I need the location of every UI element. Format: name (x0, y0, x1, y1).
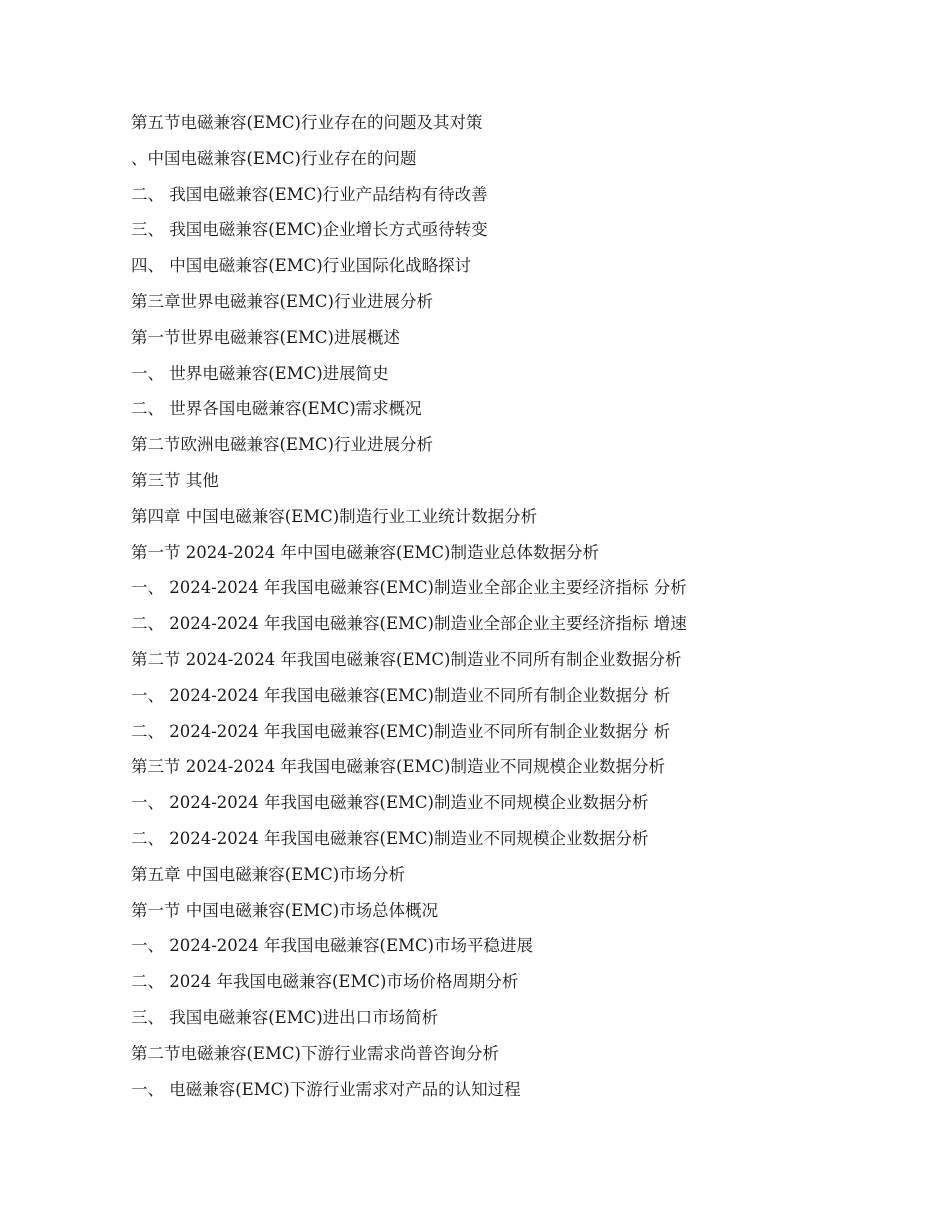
toc-line: 、中国电磁兼容(EMC)行业存在的问题 (131, 148, 417, 168)
toc-line: 第一节世界电磁兼容(EMC)进展概述 (131, 327, 400, 347)
toc-line: 第五节电磁兼容(EMC)行业存在的问题及其对策 (131, 113, 483, 132)
toc-line: 二、 2024-2024 年我国电磁兼容(EMC)制造业全部企业主要经济指标 增速 (131, 614, 687, 634)
toc-line: 第二节 2024-2024 年我国电磁兼容(EMC)制造业不同所有制企业数据分析 (131, 649, 682, 669)
toc-line: 第一节 中国电磁兼容(EMC)市场总体概况 (131, 900, 439, 920)
toc-line: 第三节 2024-2024 年我国电磁兼容(EMC)制造业不同规模企业数据分析 (131, 757, 665, 777)
toc-line: 二、 2024 年我国电磁兼容(EMC)市场价格周期分析 (131, 972, 519, 992)
toc-line: 一、 2024-2024 年我国电磁兼容(EMC)制造业不同所有制企业数据分 析 (131, 685, 671, 705)
table-of-contents (131, 108, 911, 1110)
toc-line: 四、 中国电磁兼容(EMC)行业国际化战略探讨 (131, 256, 472, 276)
toc-line: 一、 2024-2024 年我国电磁兼容(EMC)制造业不同规模企业数据分析 (131, 793, 649, 813)
toc-line: 第三节 其他 (131, 470, 219, 490)
toc-line: 第四章 中国电磁兼容(EMC)制造行业工业统计数据分析 (131, 506, 538, 526)
toc-line: 第二节电磁兼容(EMC)下游行业需求尚普咨询分析 (131, 1043, 499, 1063)
toc-line: 第三章世界电磁兼容(EMC)行业进展分析 (131, 291, 433, 311)
toc-line: 三、 我国电磁兼容(EMC)企业增长方式亟待转变 (131, 220, 488, 240)
toc-line: 二、 世界各国电磁兼容(EMC)需求概况 (131, 399, 422, 419)
toc-line: 二、 我国电磁兼容(EMC)行业产品结构有待改善 (131, 184, 488, 204)
toc-line: 三、 我国电磁兼容(EMC)进出口市场简析 (131, 1007, 439, 1027)
toc-line: 一、 2024-2024 年我国电磁兼容(EMC)市场平稳进展 (131, 936, 533, 956)
toc-line: 第一节 2024-2024 年中国电磁兼容(EMC)制造业总体数据分析 (131, 542, 599, 562)
toc-line: 一、 世界电磁兼容(EMC)进展简史 (131, 363, 389, 383)
toc-line: 第五章 中国电磁兼容(EMC)市场分析 (131, 864, 406, 884)
toc-line: 二、 2024-2024 年我国电磁兼容(EMC)制造业不同规模企业数据分析 (131, 828, 649, 848)
toc-line: 二、 2024-2024 年我国电磁兼容(EMC)制造业不同所有制企业数据分 析 (131, 721, 671, 741)
toc-line: 第二节欧洲电磁兼容(EMC)行业进展分析 (131, 435, 433, 455)
toc-line: 一、 电磁兼容(EMC)下游行业需求对产品的认知过程 (131, 1079, 521, 1099)
toc-line: 一、 2024-2024 年我国电磁兼容(EMC)制造业全部企业主要经济指标 分析 (131, 578, 687, 598)
